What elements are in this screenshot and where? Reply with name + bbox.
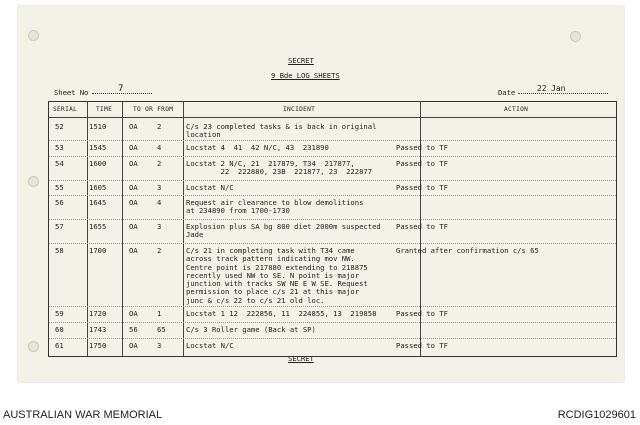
row-56-from: 4 <box>157 198 162 207</box>
row-53-action: Passed to TF <box>396 143 448 152</box>
log-sheet-page <box>18 6 624 382</box>
punch-hole <box>28 30 39 41</box>
row-58-incident: C/s 21 in completing task with T34 came across track pattern indicating mov NW. Centre point is 217880 extending to 218875 recently used NW to SE. N point is major junction with tracks SW NE E W SE. Request permission to place c/s 21 at this major junc & c/s 22 to c/s 21 old loc. <box>186 246 368 305</box>
sheet-no-value: 7 <box>118 84 124 94</box>
row-separator <box>49 195 616 196</box>
row-60-time: 1743 <box>89 325 107 334</box>
row-59-incident: Locstat 1 12 222856, 11 224855, 13 219858 <box>186 309 377 318</box>
row-61-from: 3 <box>157 341 162 350</box>
row-59-from: 1 <box>157 309 162 318</box>
row-61-serial: 61 <box>55 341 64 350</box>
row-separator <box>49 338 616 339</box>
row-52-time: 1510 <box>89 122 107 131</box>
row-58-to: OA <box>129 246 138 255</box>
row-61-action: Passed to TF <box>396 341 448 350</box>
row-57-serial: 57 <box>55 222 64 231</box>
row-53-time: 1545 <box>89 143 107 152</box>
col-header-time: TIME <box>96 106 113 113</box>
row-59-action: Passed to TF <box>396 309 448 318</box>
row-separator <box>49 156 616 157</box>
row-56-serial: 56 <box>55 198 64 207</box>
archive-footer <box>0 404 640 425</box>
row-55-time: 1605 <box>89 183 107 192</box>
row-61-to: OA <box>129 341 138 350</box>
row-53-to: OA <box>129 143 138 152</box>
row-54-to: OA <box>129 159 138 168</box>
row-52-serial: 52 <box>55 122 64 131</box>
row-53-from: 4 <box>157 143 162 152</box>
row-54-time: 1600 <box>89 159 107 168</box>
row-separator <box>49 306 616 307</box>
punch-hole <box>28 176 39 187</box>
row-53-incident: Locstat 4 41 42 N/C, 43 231890 <box>186 143 329 152</box>
row-61-incident: Locstat N/C <box>186 341 234 350</box>
row-58-serial: 58 <box>55 246 64 255</box>
row-separator <box>49 243 616 244</box>
row-57-time: 1655 <box>89 222 107 231</box>
row-54-from: 2 <box>157 159 162 168</box>
row-60-incident: C/s 3 Roller game (Back at SP) <box>186 325 316 334</box>
row-55-serial: 55 <box>55 183 64 192</box>
row-60-from: 65 <box>157 325 166 334</box>
row-54-serial: 54 <box>55 159 64 168</box>
row-56-incident: Request air clearance to blow demolitions at 234890 from 1700-1730 <box>186 198 364 216</box>
row-56-time: 1645 <box>89 198 107 207</box>
row-58-action: Granted after confirmation c/s 65 <box>396 246 539 255</box>
col-header-serial: SERIAL <box>53 106 78 113</box>
row-57-from: 3 <box>157 222 162 231</box>
row-55-incident: Locstat N/C <box>186 183 234 192</box>
row-55-to: OA <box>129 183 138 192</box>
row-59-serial: 59 <box>55 309 64 318</box>
classification-bottom: SECRET <box>288 354 314 363</box>
row-58-time: 1700 <box>89 246 107 255</box>
row-55-from: 3 <box>157 183 162 192</box>
punch-hole <box>28 341 39 352</box>
row-separator <box>49 180 616 181</box>
row-59-time: 1720 <box>89 309 107 318</box>
row-57-incident: Explosion plus SA bg 800 diet 2000m suspected Jade <box>186 222 381 240</box>
date-label: Date <box>498 88 516 97</box>
row-separator <box>49 219 616 220</box>
date-value: 22 Jan <box>537 84 566 93</box>
row-53-serial: 53 <box>55 143 64 152</box>
col-header-action: ACTION <box>504 106 529 113</box>
archive-name: AUSTRALIAN WAR MEMORIAL <box>3 409 163 421</box>
row-57-action: Passed to TF <box>396 222 448 231</box>
col-header-to-from: TO OR FROM <box>133 106 174 113</box>
row-58-from: 2 <box>157 246 162 255</box>
log-table <box>48 101 617 357</box>
row-55-action: Passed to TF <box>396 183 448 192</box>
row-54-action: Passed to TF <box>396 159 448 168</box>
col-header-incident: INCIDENT <box>283 106 316 113</box>
punch-hole <box>570 31 581 42</box>
row-61-time: 1750 <box>89 341 107 350</box>
row-54-incident: Locstat 2 N/C, 21 217879, T34 217877, 22 222880, 23B 221877, 23 222877 <box>186 159 373 177</box>
row-separator <box>49 322 616 323</box>
archive-id: RCDIG1029601 <box>557 409 636 421</box>
row-56-to: OA <box>129 198 138 207</box>
classification-top: SECRET <box>288 56 314 65</box>
row-separator <box>49 140 616 141</box>
row-52-to: OA <box>129 122 138 131</box>
sheet-no-label: Sheet No <box>54 88 89 97</box>
row-60-to: 56 <box>129 325 138 334</box>
row-59-to: OA <box>129 309 138 318</box>
row-52-incident: C/s 23 completed tasks & is back in original location <box>186 122 377 140</box>
row-60-serial: 60 <box>55 325 64 334</box>
page-title: 9 Bde LOG SHEETS <box>271 71 340 80</box>
row-52-from: 2 <box>157 122 162 131</box>
row-57-to: OA <box>129 222 138 231</box>
